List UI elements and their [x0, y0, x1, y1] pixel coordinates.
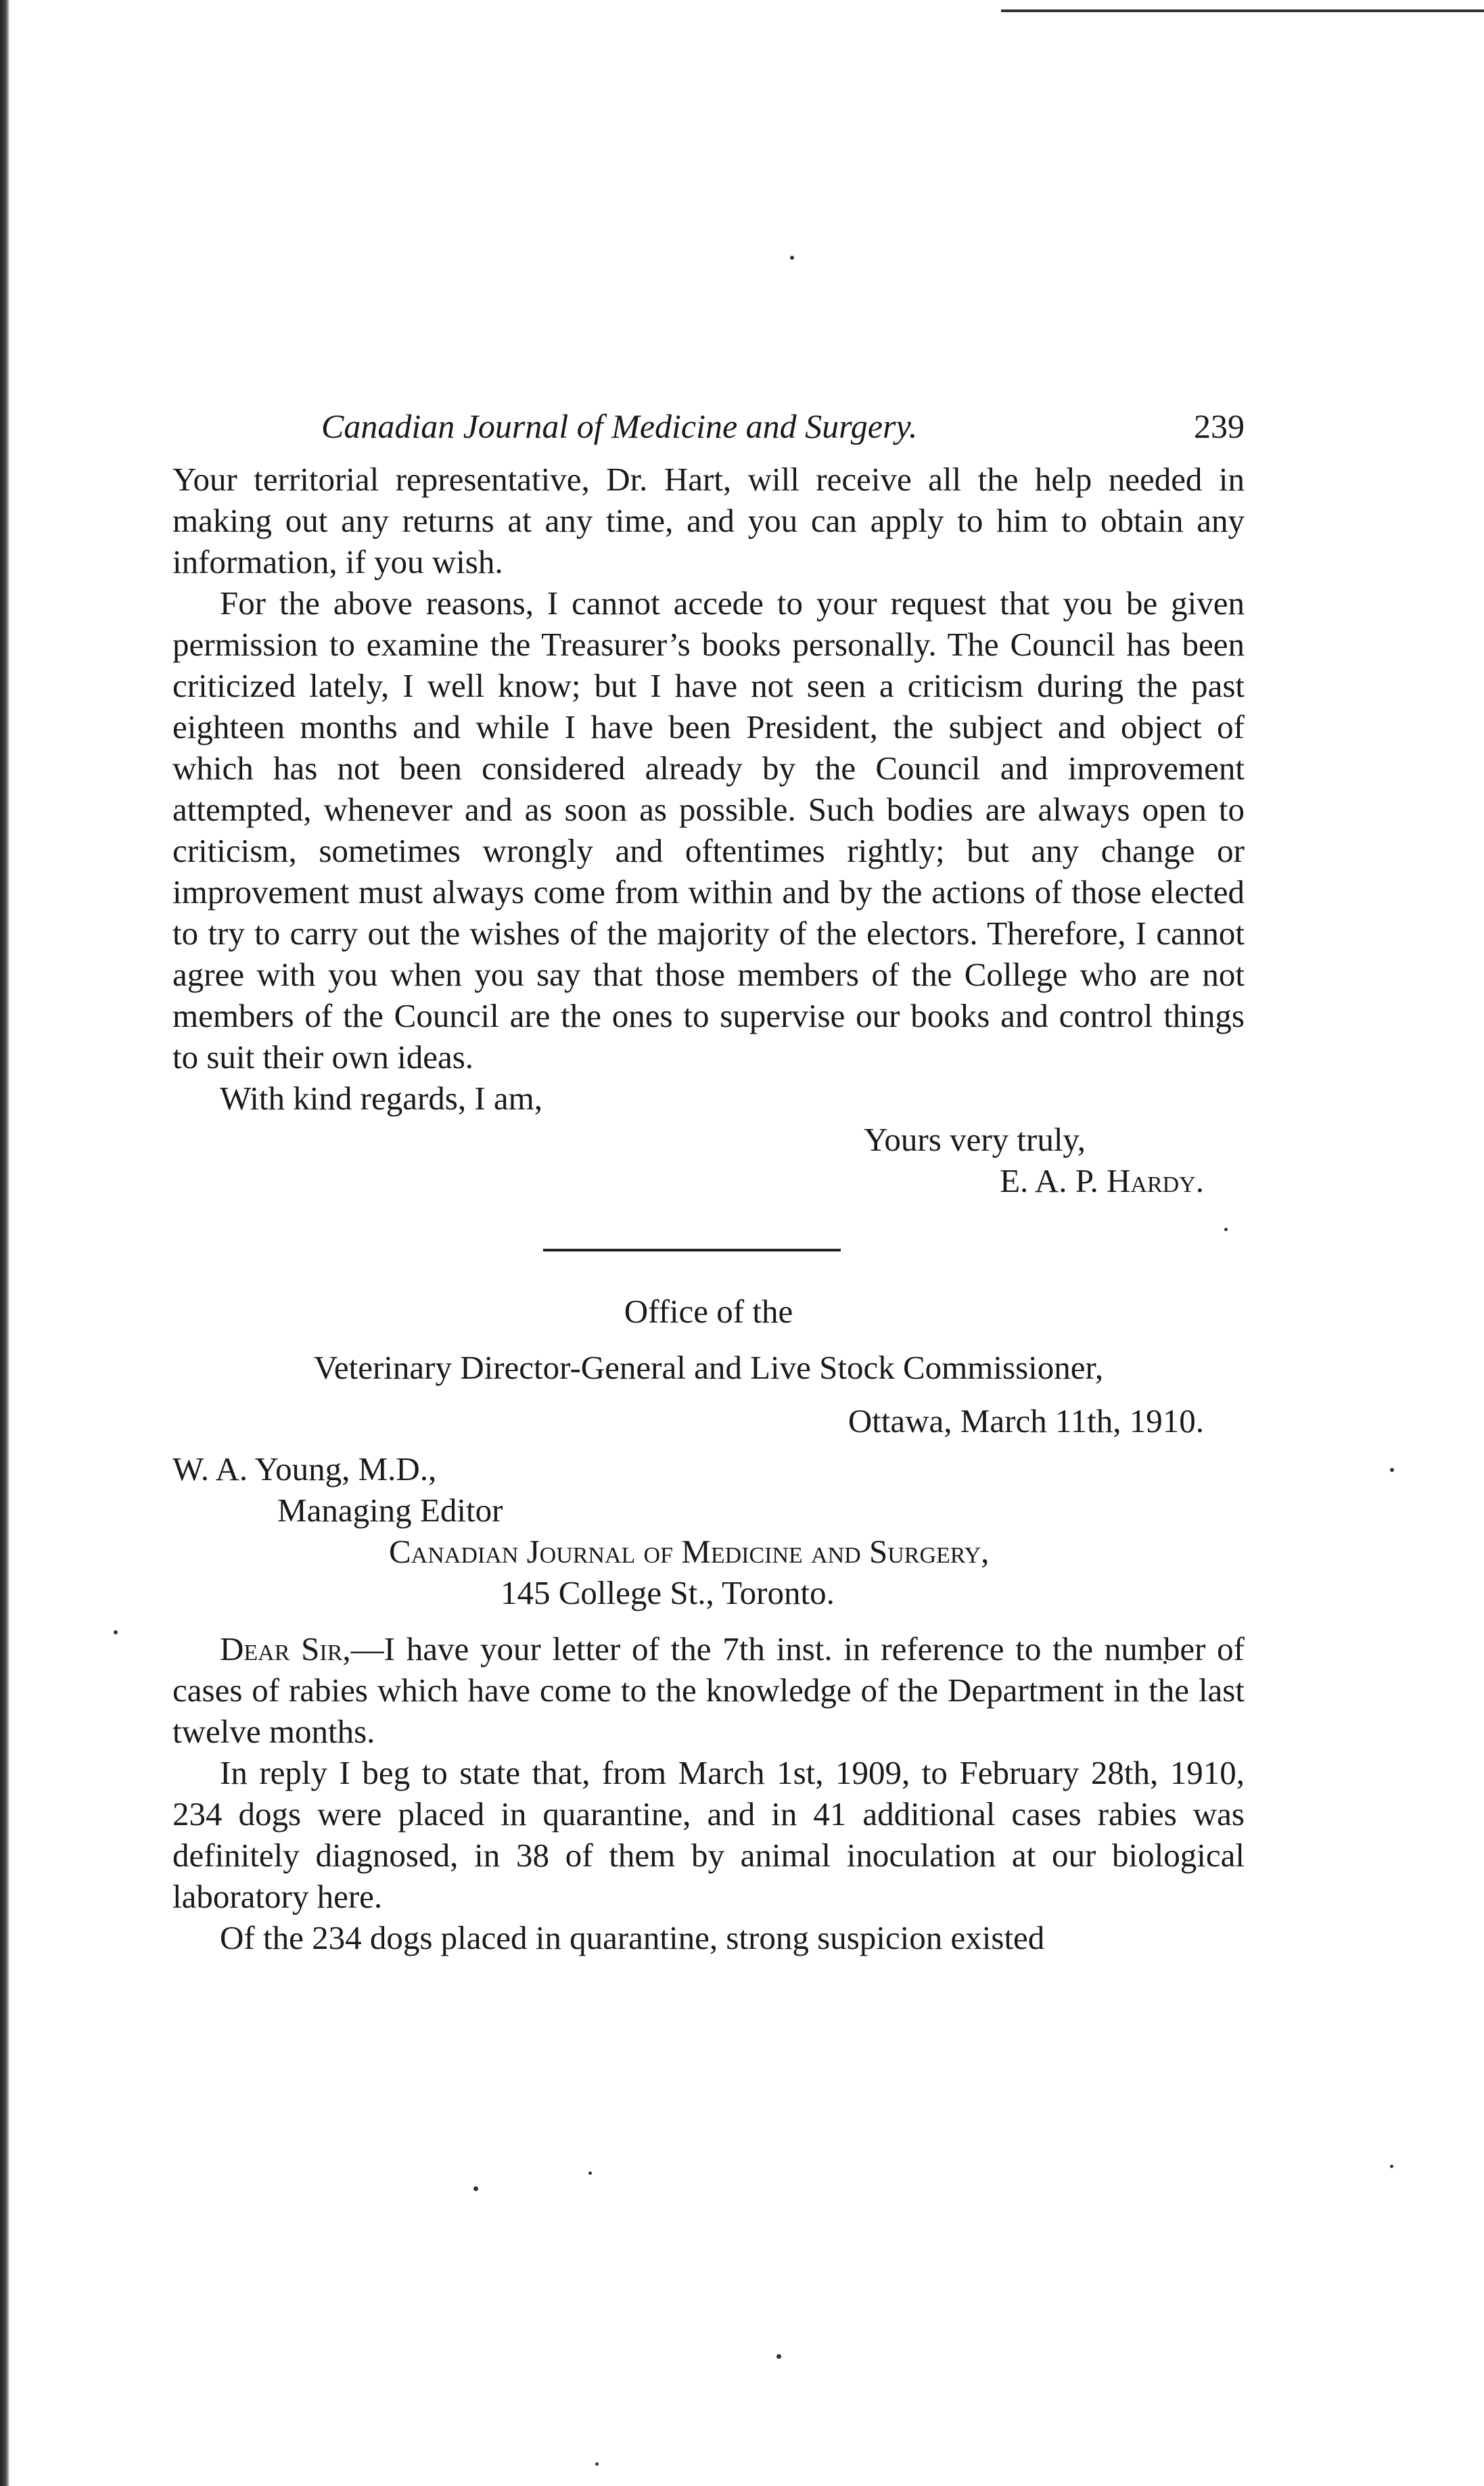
letter2-paragraph3: Of the 234 dogs placed in quarantine, strong suspicion existed	[220, 1919, 1045, 1956]
print-speck	[776, 2354, 781, 2359]
print-speck	[595, 2462, 599, 2466]
letter1-paragraph1: Your territorial representative, Dr. Hart, will receive all the help needed in making out any returns at any time, and you can apply to him to obtain any information, if you wish.	[172, 461, 1245, 580]
letter2-date-line: Ottawa, March 11th, 1910.	[848, 1402, 1204, 1440]
print-speck	[790, 256, 794, 260]
letter1-closing: With kind regards, I am,	[220, 1080, 543, 1117]
letter1-signature: E. A. P. Hardy.	[1000, 1162, 1204, 1199]
letter2-addressee-name: W. A. Young, M.D.,	[172, 1450, 437, 1488]
print-speck	[588, 2171, 592, 2175]
letter1-valediction: Yours very truly,	[863, 1121, 1086, 1158]
running-title: Canadian Journal of Medicine and Surgery.	[321, 407, 918, 445]
top-edge-rule	[1001, 9, 1484, 12]
letter2-paragraph1	[172, 1628, 1245, 1752]
letter2-office-line2: Veterinary Director-General and Live Stock Commissioner,	[313, 1349, 1104, 1386]
letter2-office-line1: Office of the	[624, 1293, 793, 1330]
letter2-paragraph2: In reply I beg to state that, from March 1st, 1909, to February 28th, 1910, 234 dogs were placed in quarantine, and in 41 additional cases rabies was definitely diagnosed, in 38 of them by animal inoculation at our biological laboratory here.	[172, 1754, 1245, 1915]
section-divider	[543, 1249, 841, 1251]
running-head	[172, 406, 1245, 453]
page-binding-edge	[0, 0, 9, 2486]
letter2-addressee-publication: Canadian Journal of Medicine and Surgery,	[389, 1533, 990, 1570]
letter2-paragraph1-text: —I have your letter of the 7th inst. in reference to the number of cases of rabies which have come to the knowledge of the Department in the last twelve months.	[172, 1630, 1245, 1750]
print-speck	[473, 2186, 478, 2191]
letter2-addressee-street: 145 College St., Toronto.	[501, 1574, 835, 1611]
print-speck	[1390, 2165, 1393, 2168]
letter2-salutation: Dear Sir,	[220, 1630, 351, 1667]
letter2-addressee-title: Managing Editor	[277, 1492, 503, 1529]
letter1-paragraph2: For the above reasons, I cannot accede to your request that you be given permission to examine the Treasurer’s books personally. The Council has been criticized lately, I well know; but I have not seen a criticism during the past eighteen months and while I have been President, the subject and object of which has not been considered already by the Council and improvement attempted, whenever and as soon as possible. Such bodies are always open to criticism, sometimes wrongly and oftentimes rightly; but any change or improvement must always come from within and by the actions of those elected to try to carry out the wishes of the majority of the electors. Therefore, I cannot agree with you when you say that those members of the College who are not members of the Council are the ones to supervise our books and control things to suit their own ideas.	[172, 584, 1245, 1076]
print-speck	[114, 1630, 118, 1634]
journal-page	[172, 406, 1245, 1958]
print-speck	[1390, 1468, 1394, 1472]
page-number: 239	[1194, 407, 1245, 445]
